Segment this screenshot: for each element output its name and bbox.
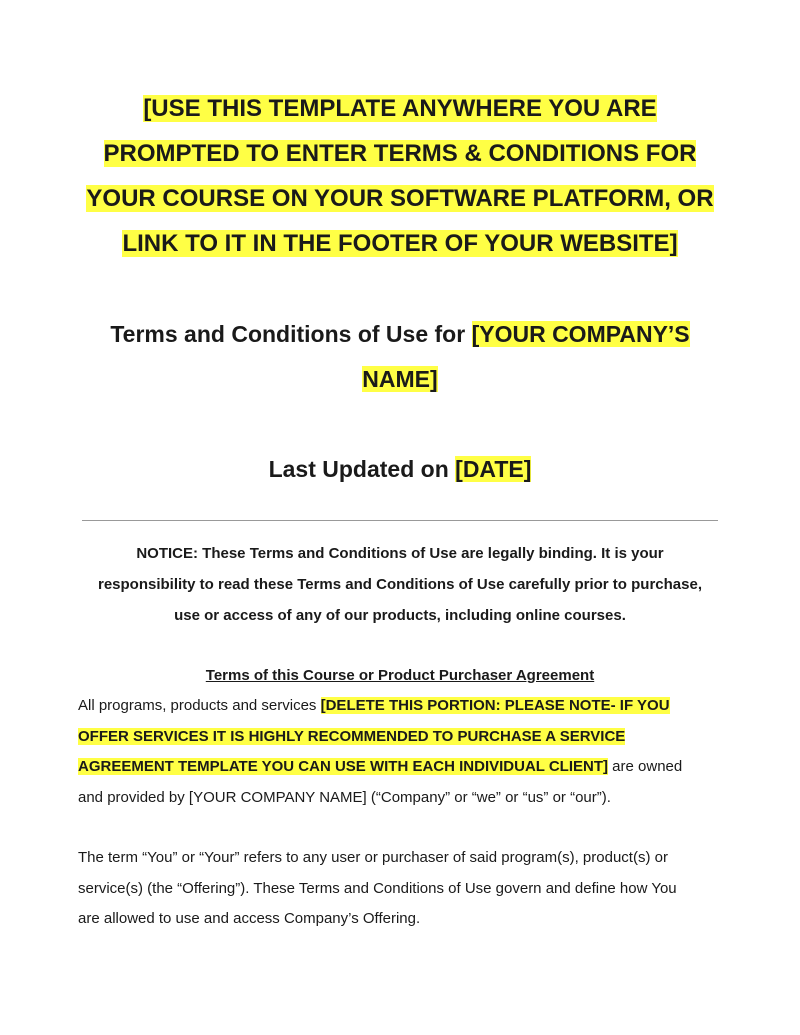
delete-portion-highlight: AGREEMENT TEMPLATE YOU CAN USE WITH EACH INDIVIDUAL CLIENT]	[78, 758, 609, 775]
title-prefix: Terms and Conditions of Use for	[110, 321, 472, 347]
banner-line: PROMPTED TO ENTER TERMS & CONDITIONS FOR	[103, 140, 697, 167]
banner-line: YOUR COURSE ON YOUR SOFTWARE PLATFORM, OR	[86, 185, 714, 212]
paragraph-text: and provided by [YOUR COMPANY NAME] (“Company” or “we” or “us” or “our”).	[78, 788, 611, 806]
last-updated	[0, 447, 800, 492]
document-title	[0, 312, 800, 402]
banner-line: LINK TO IT IN THE FOOTER OF YOUR WEBSITE]	[122, 230, 678, 257]
paragraph-text: All programs, products and services	[78, 697, 321, 714]
company-name-placeholder: [YOUR COMPANY’S	[471, 321, 690, 347]
last-updated-prefix: Last Updated on	[268, 456, 456, 482]
template-instruction-banner	[0, 86, 800, 266]
paragraph-ownership	[78, 691, 682, 813]
banner-line: [USE THIS TEMPLATE ANYWHERE YOU ARE	[143, 95, 657, 122]
paragraph-text: are owned	[608, 758, 683, 775]
delete-portion-highlight: OFFER SERVICES IT IS HIGHLY RECOMMENDED TO PURCHASE A SERVICE	[78, 727, 626, 745]
paragraph-line: The term “You” or “Your” refers to any user or purchaser of said program(s), product(s) or	[78, 849, 668, 866]
section-heading: Terms of this Course or Product Purchaser Agreement	[205, 667, 595, 684]
delete-portion-highlight: [DELETE THIS PORTION: PLEASE NOTE- IF YOU	[320, 697, 670, 714]
paragraph-definitions	[78, 843, 677, 935]
legal-notice	[0, 538, 800, 631]
paragraph-line: are allowed to use and access Company’s Offering.	[78, 910, 421, 927]
notice-line: use or access of any of our products, including online courses.	[174, 607, 626, 624]
company-name-placeholder-cont: NAME]	[362, 366, 438, 392]
notice-line: responsibility to read these Terms and Conditions of Use carefully prior to purchase,	[97, 576, 702, 593]
date-placeholder: [DATE]	[455, 456, 532, 482]
paragraph-line: service(s) (the “Offering”). These Terms and Conditions of Use govern and define how You	[78, 879, 677, 897]
horizontal-divider	[82, 520, 718, 521]
notice-line: NOTICE: These Terms and Conditions of Use are legally binding. It is your	[136, 545, 664, 562]
